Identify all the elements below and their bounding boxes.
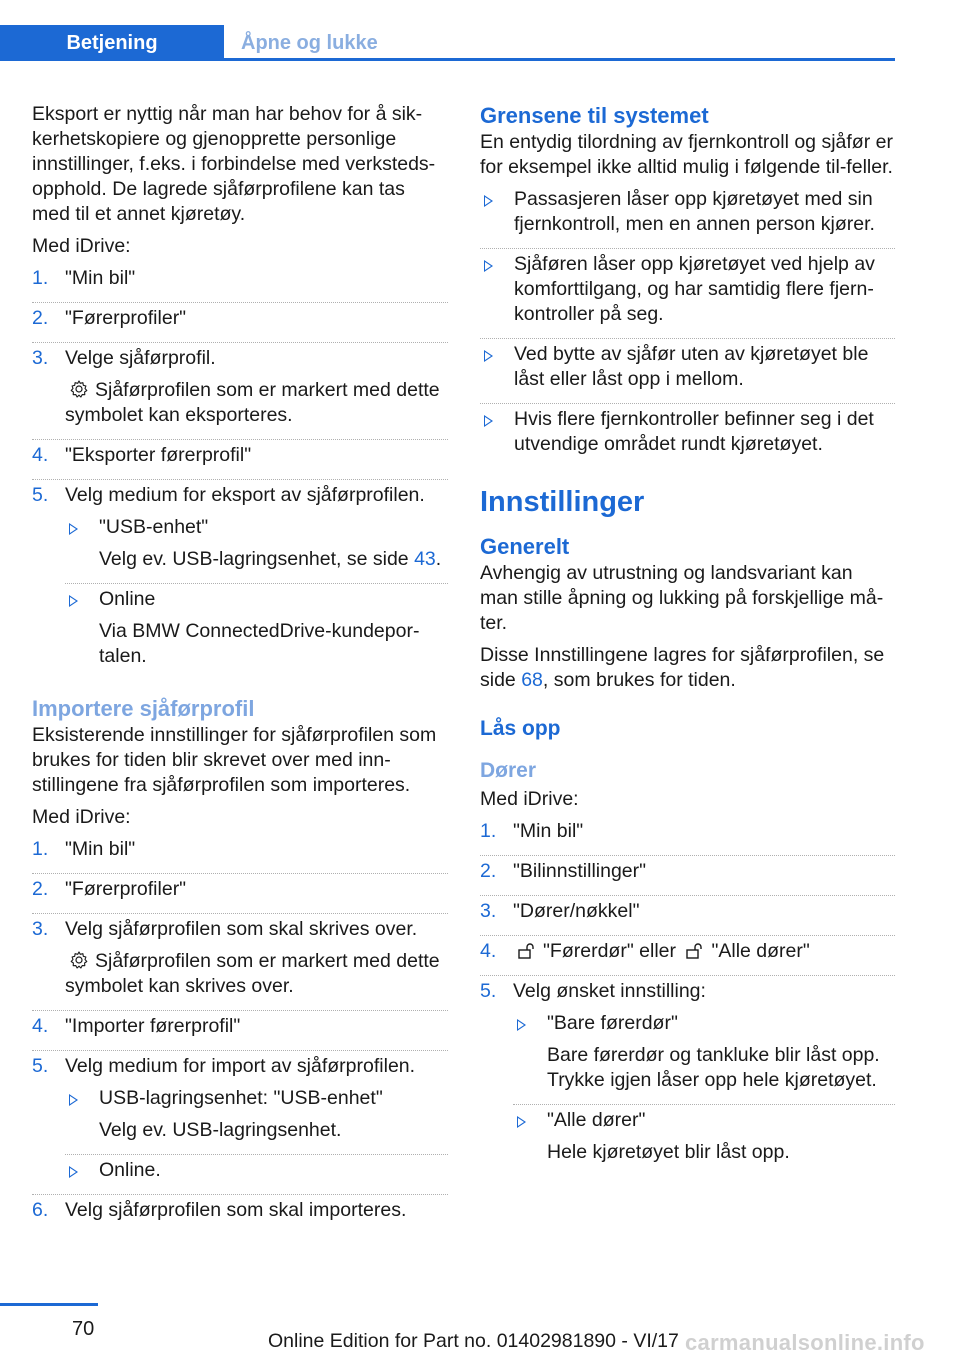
bullet-text: Hele kjøretøyet blir låst opp. [547,1141,790,1163]
bullet-text: Hvis flere fjernkontroller befinner seg i det utvendige området rundt kjøretøyet. [514,408,874,455]
step-number: 3. [32,347,49,369]
step-number: 5. [32,484,49,506]
divider [32,909,448,917]
step-text: "Min bil" [513,820,584,842]
general-heading: Generelt [480,534,570,559]
bullet-title: "Bare førerdør" [547,1012,678,1034]
bullet-title: "Alle dører" [547,1109,646,1131]
divider [32,435,448,443]
step-text: Velg ønsket innstilling: [513,980,706,1002]
triangle-bullet-icon [69,1166,78,1178]
bullet-item [65,1086,448,1143]
divider [480,971,895,979]
edition-note: Online Edition for Part no. 01402981890 - VI/17 [268,1330,679,1352]
bullet-item [513,1108,895,1165]
divider [65,579,448,587]
step-text: "Alle dører" [711,940,810,962]
bullet-text: Passasjeren låser opp kjøretøyet med sin fjernkontroll, men en annen person kjører. [514,188,875,235]
triangle-bullet-icon [69,595,78,607]
bullet-text: Bare førerdør og tankluke blir låst opp. Trykke igjen låser opp hele kjøretøyet. [547,1044,880,1091]
divider [32,1006,448,1014]
triangle-bullet-icon [484,415,493,427]
left-column [32,102,448,1231]
list-item [32,443,448,468]
list-item [32,877,448,902]
list-item [32,483,448,669]
doors-steps [480,819,895,1165]
triangle-bullet-icon [484,350,493,362]
unlock-heading: Lås opp [480,717,561,740]
triangle-bullet-icon [517,1116,526,1128]
footer-rule [0,1303,98,1306]
bullet-item [65,587,448,669]
bullet-text: Ved bytte av sjåfør uten av kjøretøyet ble låst eller låst opp i mellom. [514,343,869,390]
bullet-title: USB-lagringsenhet: "USB-enhet" [99,1087,383,1109]
header-rule [224,58,895,61]
list-item [32,346,448,428]
step-number: 6. [32,1199,49,1221]
import-steps [32,837,448,1223]
sub-list [65,1086,448,1183]
step-number: 3. [32,918,49,940]
list-item [480,859,895,884]
divider [32,298,448,306]
divider [480,334,895,342]
divider [32,475,448,483]
med-idrive-label: Med iDrive: [32,235,131,257]
bullet-item [65,1158,448,1183]
import-heading: Importere sjåførprofil [32,696,255,721]
step-text: "Førerdør" eller [543,940,677,962]
step-number: 1. [32,267,49,289]
bullet-title: "USB-enhet" [99,516,209,538]
step-text: "Bilinnstillinger" [513,860,647,882]
divider [32,338,448,346]
bullet-text: Velg ev. USB-lagringsenhet, se side 43. [99,548,442,570]
step-number: 4. [32,444,49,466]
page-link[interactable]: 43 [414,548,436,570]
step-text: "Min bil" [65,838,136,860]
doors-heading: Dører [480,759,537,782]
step-number: 5. [480,980,497,1002]
gear-icon [69,950,89,970]
step-text: "Eksporter førerprofil" [65,444,252,466]
step-text: Velg medium for eksport av sjåførprofilen. [65,484,425,506]
step-number: 1. [32,838,49,860]
bullet-item [480,187,895,237]
bullet-text: Via BMW ConnectedDrive-kundepor-talen. [99,620,420,667]
export-steps [32,266,448,669]
bullet-text: Velg ev. USB-lagringsenhet. [99,1119,342,1141]
step-number: 4. [32,1015,49,1037]
watermark: carmanualsonline.info [685,1330,925,1355]
limits-heading: Grensene til systemet [480,103,709,128]
step-text: "Dører/nøkkel" [513,900,640,922]
bullet-item [480,407,895,457]
step-note [65,949,448,999]
bullet-item [480,252,895,327]
bullet-text: Sjåføren låser opp kjøretøyet ved hjelp av komforttilgang, og har samtidig flere fjern-kontroller på seg. [514,253,875,325]
limits-list [480,187,895,457]
triangle-bullet-icon [484,195,493,207]
tab-betjening[interactable] [0,25,224,61]
header-bar [0,25,895,61]
step-number: 2. [32,878,49,900]
divider [480,399,895,407]
divider [32,869,448,877]
divider [65,1150,448,1158]
tab-apne-og-lukke[interactable]: Åpne og lukke [241,32,378,54]
step-text: Velg medium for import av sjåførprofilen. [65,1055,416,1077]
page-link[interactable]: 68 [521,669,543,691]
triangle-bullet-icon [69,523,78,535]
list-item [32,1014,448,1039]
med-idrive-label: Med iDrive: [32,806,131,828]
step-text: Velg sjåførprofilen som skal importeres. [65,1199,407,1221]
step-text: "Førerprofiler" [65,307,187,329]
list-item [32,837,448,862]
intro-paragraph: Eksport er nyttig når man har behov for å sik-kerhetskopiere og gjenopprette personlige innstillinger, f.eks. i forbindelse med verksteds-opphold. De lagrede sjåførprofilene kan tas med til et annet kjøretøy. [32,103,436,225]
right-column [480,102,895,1173]
list-item [32,1198,448,1223]
step-number: 1. [480,820,497,842]
bullet-item [480,342,895,392]
unlock-icon [517,942,537,960]
divider [32,1046,448,1054]
divider [513,1100,895,1108]
sub-list [65,515,448,669]
list-item [480,819,895,844]
page-number: 70 [72,1318,95,1340]
step-number: 2. [32,307,49,329]
divider [480,931,895,939]
list-item [32,917,448,999]
list-item [480,939,895,964]
divider [480,891,895,899]
bullet-item [513,1011,895,1093]
list-item [32,266,448,291]
step-note [65,378,448,428]
bullet-title: Online [99,588,156,610]
step-text: "Min bil" [65,267,136,289]
triangle-bullet-icon [69,1094,78,1106]
med-idrive-label: Med iDrive: [480,788,579,810]
triangle-bullet-icon [517,1019,526,1031]
step-number: 5. [32,1055,49,1077]
limits-intro: En entydig tilordning av fjernkontroll og sjåfør er for eksempel ikke alltid mulig i følgende til-feller. [480,131,893,178]
step-text: Velge sjåførprofil. [65,347,216,369]
general-paragraph-2: Disse Innstillingene lagres for sjåførprofilen, se side 68, som brukes for tiden. [480,644,885,691]
tab-betjening-label: Betjening [66,32,158,54]
general-paragraph-1: Avhengig av utrustning og landsvariant kan man stille åpning og lukking på forskjellige må-ter. [480,562,884,634]
gear-icon [69,379,89,399]
import-intro: Eksisterende innstillinger for sjåførprofilen som brukes for tiden blir skrevet over med inn-stillingene fra sjåførprofilen som importeres. [32,724,437,796]
list-item [480,899,895,924]
divider [32,1190,448,1198]
bullet-item [65,515,448,572]
unlock-icon [685,942,705,960]
step-number: 2. [480,860,497,882]
step-number: 3. [480,900,497,922]
triangle-bullet-icon [484,260,493,272]
sub-list [513,1011,895,1165]
list-item [32,1054,448,1183]
step-text: Velg sjåførprofilen som skal skrives over. [65,918,418,940]
step-note-text: Sjåførprofilen som er markert med dette symbolet kan eksporteres. [65,379,440,426]
step-text: "Førerprofiler" [65,878,187,900]
step-number: 4. [480,940,497,962]
list-item [32,306,448,331]
bullet-title: Online. [99,1159,161,1181]
step-text: "Importer førerprofil" [65,1015,241,1037]
step-note-text: Sjåførprofilen som er markert med dette symbolet kan skrives over. [65,950,440,997]
settings-heading: Innstillinger [480,486,645,518]
divider [480,851,895,859]
divider [480,244,895,252]
list-item [480,979,895,1165]
